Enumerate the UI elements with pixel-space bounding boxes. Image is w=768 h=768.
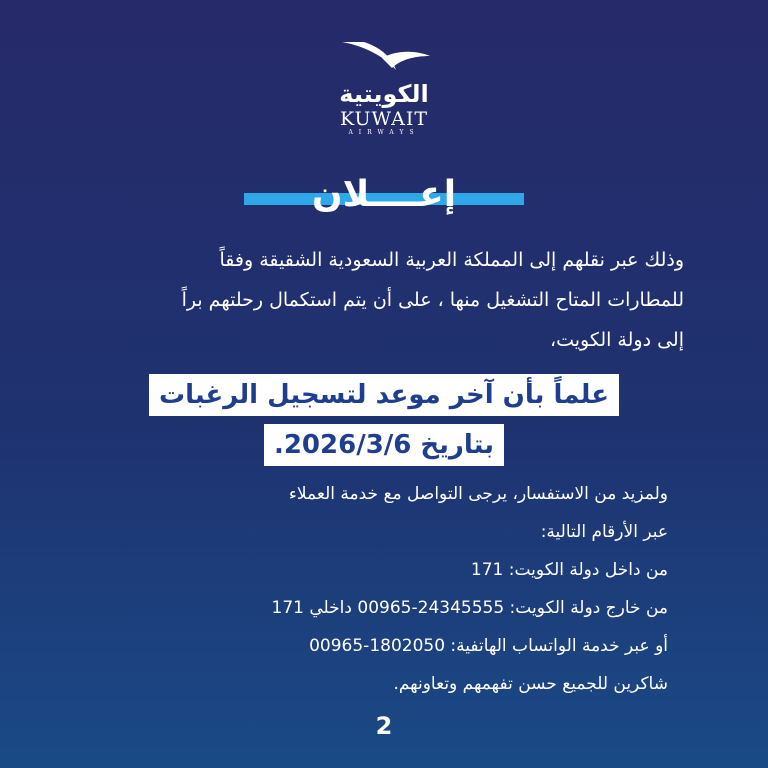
contact-line-1: ولمزيد من الاستفسار، يرجى التواصل مع خدمة العملاء bbox=[288, 484, 668, 504]
contact-line-6: شاكرين للجميع حسن تفهمهم وتعاونهم. bbox=[393, 674, 668, 694]
announcement-title: إعــــلان bbox=[311, 174, 457, 215]
highlight-row-2 bbox=[0, 424, 768, 466]
contact-line-3: من داخل دولة الكويت: 171 bbox=[470, 560, 668, 580]
contact-line-4: من خارج دولة الكويت: 24345555-00965 داخلي 171 bbox=[271, 598, 668, 618]
contact-line-5: أو عبر خدمة الواتساب الهاتفية: 1802050-00965 bbox=[309, 636, 668, 656]
announcement-heading bbox=[244, 174, 524, 218]
paragraph-line-1: وذلك عبر نقلهم إلى المملكة العربية السعودية الشقيقة وفقاً bbox=[219, 249, 684, 271]
contact-line-2: عبر الأرقام التالية: bbox=[540, 522, 668, 542]
page-number: 2 bbox=[375, 712, 393, 740]
logo-english-name: KUWAIT bbox=[339, 108, 428, 130]
paragraph-line-2: للمطارات المتاح التشغيل منها ، على أن يتم استكمال رحلتهم براً bbox=[181, 289, 684, 311]
highlight-row-1 bbox=[0, 374, 768, 416]
highlight-date: بتاريخ 2026/3/6. bbox=[264, 424, 504, 466]
logo-english-sub: AIRWAYS bbox=[348, 129, 420, 136]
highlight-deadline-text: علماً بأن آخر موعد لتسجيل الرغبات bbox=[149, 374, 619, 416]
kuwait-airways-logo bbox=[0, 38, 768, 136]
bird-icon bbox=[334, 38, 434, 78]
logo-arabic-name: الكويتية bbox=[339, 80, 429, 108]
paragraph-line-3: إلى دولة الكويت، bbox=[549, 329, 684, 351]
